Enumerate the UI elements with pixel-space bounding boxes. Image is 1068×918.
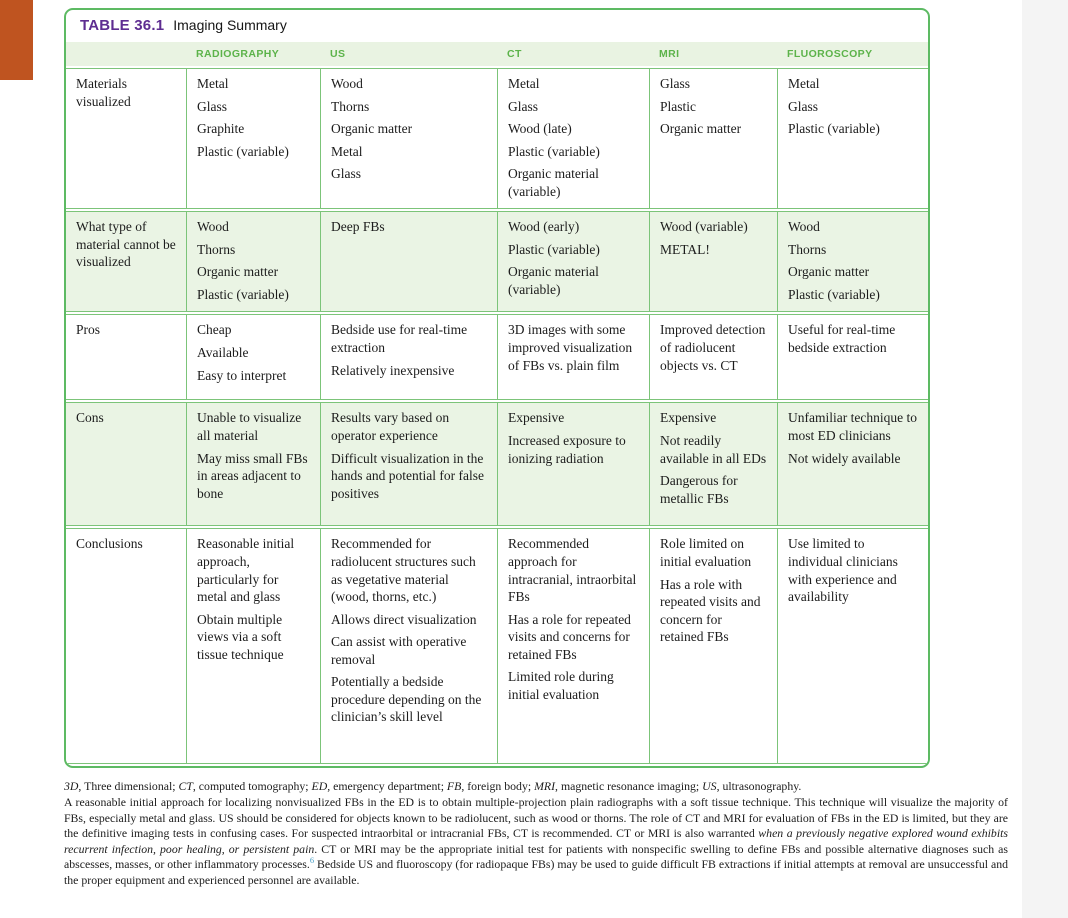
table-cell: [777, 314, 928, 400]
cell-item: Glass: [788, 98, 818, 114]
cell-item: Plastic (variable): [197, 143, 289, 159]
footnote-text: . CT or MRI may be the appropriate initial test for patients with nonspecific swelling to define FBs and possible alternative diagnoses such as abscesses, masses, or other inflammatory processes.: [64, 841, 1008, 872]
row-label: What type of material cannot be visualized: [66, 211, 186, 312]
cell-item: Allows direct visualization: [331, 611, 477, 627]
cell-item: Organic matter: [660, 121, 742, 137]
cell-item: Available: [197, 345, 249, 361]
table-cell: [186, 211, 320, 312]
cell-item: Organic matter: [197, 264, 279, 280]
cell-item: Expensive: [508, 410, 565, 426]
table-cell: [777, 211, 928, 312]
row-label: Cons: [66, 402, 186, 526]
cell-item: Difficult visualization in the hands and potential for false positives: [331, 450, 484, 501]
cell-item: Recommended approach for intracranial, intraorbital FBs: [508, 536, 637, 605]
table-cell: [777, 528, 928, 764]
footnote-text: , ultrasonography.: [716, 779, 802, 794]
cell-item: Organic material (variable): [508, 264, 599, 297]
cell-item: Expensive: [660, 410, 717, 426]
cell-item: Potentially a bedside procedure depending on the clinician’s skill level: [331, 674, 482, 725]
table-title: Imaging Summary: [173, 17, 287, 33]
cell-item: Has a role for repeated visits and concerns for retained FBs: [508, 611, 631, 662]
column-header-blank: [66, 42, 186, 66]
imaging-summary-table: [66, 40, 928, 766]
footnote-text: , computed tomography;: [192, 779, 312, 794]
cell-item: Wood (early): [508, 219, 580, 235]
cell-item: Not widely available: [788, 450, 901, 466]
table-row: [66, 314, 928, 400]
cell-item: Wood (variable): [660, 219, 748, 235]
footnote-italic-text: FB: [446, 779, 462, 794]
cell-item: Wood: [331, 76, 363, 91]
cell-item: Cheap: [197, 322, 232, 338]
cell-item: Plastic (variable): [508, 241, 600, 257]
table-cell: [186, 314, 320, 400]
cell-item: Metal: [788, 76, 820, 91]
table-row: [66, 211, 928, 312]
reference-6-link[interactable]: 6: [309, 855, 315, 866]
cell-item: May miss small FBs in areas adjacent to bone: [197, 450, 308, 501]
cell-item: Glass: [197, 98, 227, 114]
table-cell: [649, 211, 777, 312]
table-cell: [649, 528, 777, 764]
table-cell: [497, 402, 649, 526]
cell-item: Obtain multiple views via a soft tissue technique: [197, 611, 284, 662]
cell-item: Easy to interpret: [197, 367, 287, 383]
table-cell: [497, 211, 649, 312]
page-edge-strip: [1022, 0, 1068, 918]
cell-item: Plastic: [660, 98, 696, 114]
row-label: Conclusions: [66, 528, 186, 764]
cell-item: Metal: [508, 76, 540, 91]
cell-item: Role limited on initial evaluation: [660, 536, 752, 570]
cell-item: Metal: [197, 76, 229, 91]
cell-item: Bedside use for real-time extraction: [331, 322, 468, 356]
cell-item: Limited role during initial evaluation: [508, 669, 614, 702]
cell-item: Results vary based on operator experience: [331, 410, 450, 444]
table-cell: [186, 528, 320, 764]
cell-item: Organic material (variable): [508, 166, 599, 199]
footnote-text: A reasonable initial approach for localizing nonvisualized FBs in the ED is to obtain multiple-projection plain radiographs with a soft tissue technique. This technique will visualize the majority of FBs, especially metal and glass. US should be considered for objects known to be radiolucent, such as wood or thorns. The role of CT and MRI for evaluation of FBs in the ED is limited, but they are the definitive imaging tests in confusing cases. For suspected intraorbital or intracranial FBs, CT is recommended. CT or MRI is also warranted: [64, 795, 1008, 841]
column-header-radiography: RADIOGRAPHY: [186, 42, 320, 66]
footnote-text: Bedside US and fluoroscopy (for radiopaque FBs) may be used to guide difficult FB extractions if initial attempts at removal are unsuccessful and the proper equipment and experienced personnel are available.: [64, 857, 1008, 887]
cell-item: 3D images with some improved visualization of FBs vs. plain film: [508, 322, 633, 373]
table-cell: [186, 68, 320, 209]
cell-item: Can assist with operative removal: [331, 634, 467, 667]
cell-item: Recommended for radiolucent structures such as vegetative material (wood, thorns, etc.): [331, 536, 476, 605]
table-cell: [320, 528, 497, 764]
cell-item: Glass: [660, 76, 690, 91]
cell-item: Organic matter: [788, 264, 870, 280]
cell-item: Relatively inexpensive: [331, 362, 455, 378]
cell-item: Glass: [331, 166, 361, 182]
table-cell: [320, 314, 497, 400]
footnote-paragraph: [64, 795, 1008, 888]
table-cell: [777, 68, 928, 209]
cell-item: Wood: [197, 219, 229, 235]
cell-item: Thorns: [788, 241, 827, 257]
footnote-text: , emergency department;: [327, 779, 447, 794]
footnote-italic-text: MRI: [534, 779, 556, 794]
cell-item: Increased exposure to ionizing radiation: [508, 433, 626, 466]
cell-item: Has a role with repeated visits and concern for retained FBs: [660, 576, 761, 645]
footnote-italic-text: CT: [178, 779, 193, 794]
footnote-italic-text: 3D: [64, 779, 79, 794]
cell-item: Wood (late): [508, 121, 572, 137]
table-row: [66, 68, 928, 209]
cell-item: Plastic (variable): [508, 143, 600, 159]
cell-item: Metal: [331, 143, 363, 159]
table-body: [66, 68, 928, 764]
cell-item: Graphite: [197, 121, 245, 137]
cell-item: Deep FBs: [331, 219, 385, 235]
table-cell: [320, 211, 497, 312]
footnote-italic-text: when a previously negative explored wound exhibits recurrent infection, poor healing, or persistent pain: [64, 826, 1008, 856]
cell-item: Glass: [508, 98, 538, 114]
table-cell: [320, 402, 497, 526]
table-cell: [320, 68, 497, 209]
table-cell: [497, 314, 649, 400]
row-label: Materials visualized: [66, 68, 186, 209]
footnote-text: , foreign body;: [461, 779, 535, 794]
table-card: [64, 8, 930, 768]
cell-item: Wood: [788, 219, 820, 235]
table-number-label: TABLE 36.1: [80, 17, 165, 34]
column-header-ct: CT: [497, 42, 649, 66]
footnote-italic-text: ED: [311, 779, 328, 794]
table-row: [66, 402, 928, 526]
footnote-text: , magnetic resonance imaging;: [555, 779, 703, 794]
table-row: [66, 528, 928, 764]
cell-item: Useful for real-time bedside extraction: [788, 322, 896, 356]
footnote: [64, 779, 1008, 888]
column-header-us: US: [320, 42, 497, 66]
cell-item: Not readily available in all EDs: [660, 433, 767, 466]
footnote-text: , Three dimensional;: [78, 779, 179, 794]
cell-item: Plastic (variable): [788, 286, 880, 302]
cell-item: Organic matter: [331, 121, 413, 137]
table-cell: [497, 68, 649, 209]
cell-item: Thorns: [331, 98, 370, 114]
table-cell: [649, 402, 777, 526]
column-header-fluoroscopy: FLUOROSCOPY: [777, 42, 928, 66]
table-title-row: [66, 10, 928, 40]
footnote-abbreviations: [64, 779, 1008, 795]
cell-item: Unable to visualize all material: [197, 410, 302, 444]
table-cell: [649, 314, 777, 400]
cell-item: Improved detection of radiolucent objects vs. CT: [660, 322, 766, 373]
table-cell: [649, 68, 777, 209]
table-cell: [777, 402, 928, 526]
cell-item: Reasonable initial approach, particularly for metal and glass: [197, 536, 295, 605]
header-row: [66, 42, 928, 66]
row-label: Pros: [66, 314, 186, 400]
cell-item: Dangerous for metallic FBs: [660, 473, 738, 506]
table-cell: [497, 528, 649, 764]
cell-item: Plastic (variable): [788, 121, 880, 137]
column-header-mri: MRI: [649, 42, 777, 66]
cell-item: Thorns: [197, 241, 236, 257]
cell-item: Plastic (variable): [197, 286, 289, 302]
cell-item: Unfamiliar technique to most ED clinicians: [788, 410, 917, 444]
table-cell: [186, 402, 320, 526]
cell-item: Use limited to individual clinicians with experience and availability: [788, 536, 898, 605]
cell-item: METAL!: [660, 241, 710, 257]
footnote-italic-text: US: [702, 779, 717, 794]
